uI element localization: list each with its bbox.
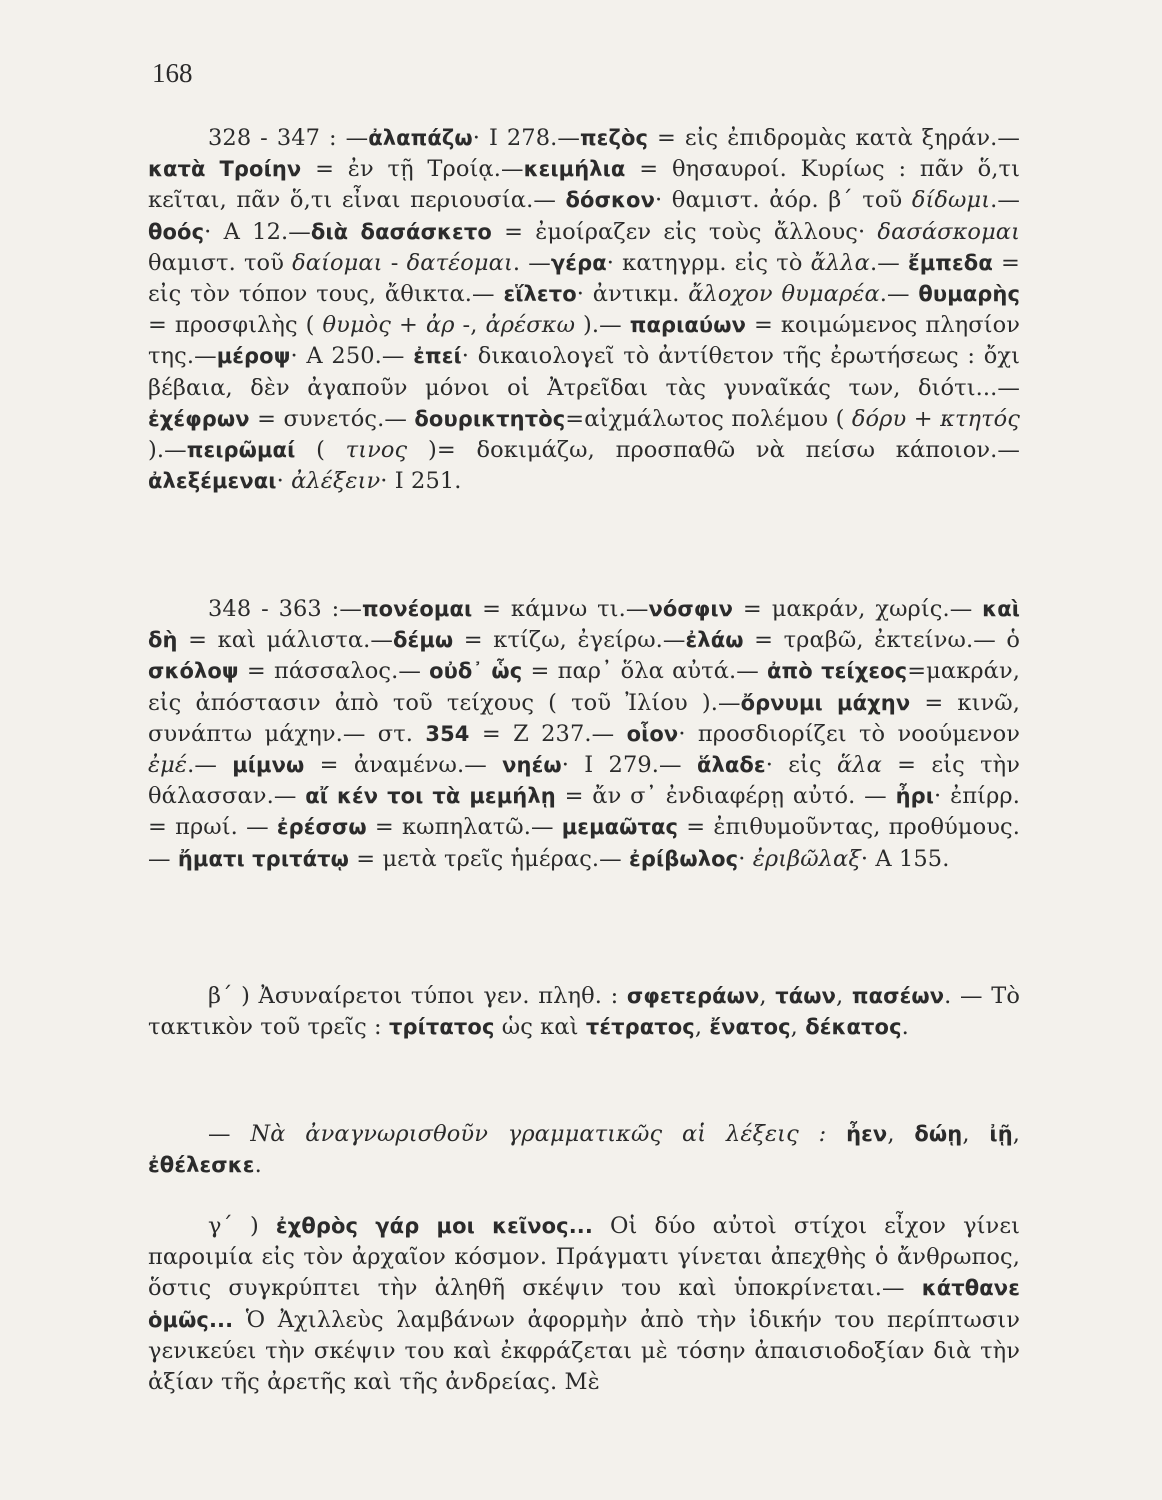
paragraph-text: 348 - 363 :—πονέομαι = κάμνω τι.—νόσφιν = μακράν, χωρίς.— καὶ δὴ = καὶ μάλιστα.—δέμω = κτίζω, ἐγείρω.—ἐλάω = τραβῶ, ἐκτείνω.— ὁ σκόλοψ = πάσσαλος.— οὐδ᾽ ὧς = παρ᾽ ὅλα αὐτά.— ἀπὸ τείχεος=μακράν, εἰς ἀπόστασιν ἀπὸ τοῦ τείχους ( τοῦ Ἰλίου ).—ὄρνυμι μάχην = κινῶ, συνάπτω μάχην.— στ. 354 = Ζ 237.— οἷον· προσδιορίζει τὸ νοούμενον ἐμέ.— μίμνω = ἀναμένω.— νηέω· Ι 279.— ἅλαδε· εἰς ἅλα = εἰς τὴν θάλασσαν.— αἴ κέν τοι τὰ μεμήλῃ = ἄν σ᾽ ἐνδιαφέρῃ αὐτό. — ἦρι· ἐπίρρ. = πρωί. — ἐρέσσω = κωπηλατῶ.— μεμαῶτας = ἐπιθυμοῦντας, προθύμους. — ἤματι τριτάτῳ = μετὰ τρεῖς ἡμέρας.— ἐρίβωλος· ἐριβῶλαξ· Α 155. xyxy=(148,596,1021,872)
paragraph-commentary-348-363 xyxy=(148,594,1020,875)
paragraph-text: — Νὰ ἀναγνωρισθοῦν γραμματικῶς αἱ λέξεις : ἦεν, δώῃ, ἰῇ, ἐθέλεσκε. xyxy=(148,1121,1021,1179)
paragraph-commentary-c xyxy=(148,1211,1020,1398)
paragraph-text: β΄ ) Ἀσυναίρετοι τύποι γεν. πληθ. : σφετεράων, τάων, πασέων. — Τὸ τακτικὸν τοῦ τρεῖς : τρίτατος ὡς καὶ τέτρατος, ἔνατος, δέκατος. xyxy=(148,983,1020,1041)
paragraph-grammar-b xyxy=(148,981,1020,1043)
paragraph-text: γ΄ ) ἐχθρὸς γάρ μοι κεῖνος... Οἱ δύο αὐτοὶ στίχοι εἶχον γίνει παροιμία εἰς τὸν ἀρχαῖον κόσμον. Πράγματι γίνεται ἀπεχθὴς ὁ ἄνθρωπος, ὅστις συγκρύπτει τὴν ἀληθῆ σκέψιν του καὶ ὑποκρίνεται.— κάτθανε ὁμῶς... Ὁ Ἀχιλλεὺς λαμβάνων ἀφορμὴν ἀπὸ τὴν ἰδικήν του περίπτωσιν γενικεύει τὴν σκέψιν του καὶ ἐκφράζεται μὲ τόσην ἀπαισιοδοξίαν διὰ τὴν ἀξίαν τῆς ἀρετῆς καὶ τῆς ἀνδρείας. Μὲ xyxy=(148,1213,1020,1396)
paragraph-commentary-328-347 xyxy=(148,123,1020,497)
paragraph-text: 328 - 347 : —ἀλαπάζω· Ι 278.—πεζὸς = εἰς ἐπιδρομὰς κατὰ ξηράν.—κατὰ Τροίην = ἐν τῇ Τροίᾳ.—κειμήλια = θησαυροί. Κυρίως : πᾶν ὅ,τι κεῖται, πᾶν ὅ,τι εἶναι περιουσία.— δόσκον· θαμιστ. ἀόρ. β΄ τοῦ δίδωμι.—θοός· Α 12.—διὰ δασάσκετο = ἐμοίραζεν εἰς τοὺς ἄλλους· δασάσκομαι θαμιστ. τοῦ δαίομαι - δατέομαι. —γέρα· κατηγρμ. εἰς τὸ ἄλλα.— ἔμπεδα = εἰς τὸν τόπον τους, ἄθικτα.— εἵλετο· ἀντικμ. ἄλοχον θυμαρέα.— θυμαρὴς = προσφιλὴς ( θυμὸς + ἀρ -, ἀρέσκω ).— παριαύων = κοιμώμενος πλησίον της.—μέροψ· Α 250.— ἐπεί· δικαιολογεῖ τὸ ἀντίθετον τῆς ἐρωτήσεως : ὄχι βέβαια, δὲν ἀγαποῦν μόνοι οἱ Ἀτρεῖδαι τὰς γυναῖκάς των, διότι...— ἐχέφρων = συνετός.— δουρικτητὸς=αἰχμάλωτος πολέμου ( δόρυ + κτητός ).—πειρῶμαί ( τινος )= δοκιμάζω, προσπαθῶ νὰ πείσω κάποιον.—ἀλεξέμεναι· ἀλέξειν· Ι 251. xyxy=(148,125,1021,495)
page-number: 168 xyxy=(152,58,193,88)
paragraph-exercise xyxy=(148,1119,1020,1181)
